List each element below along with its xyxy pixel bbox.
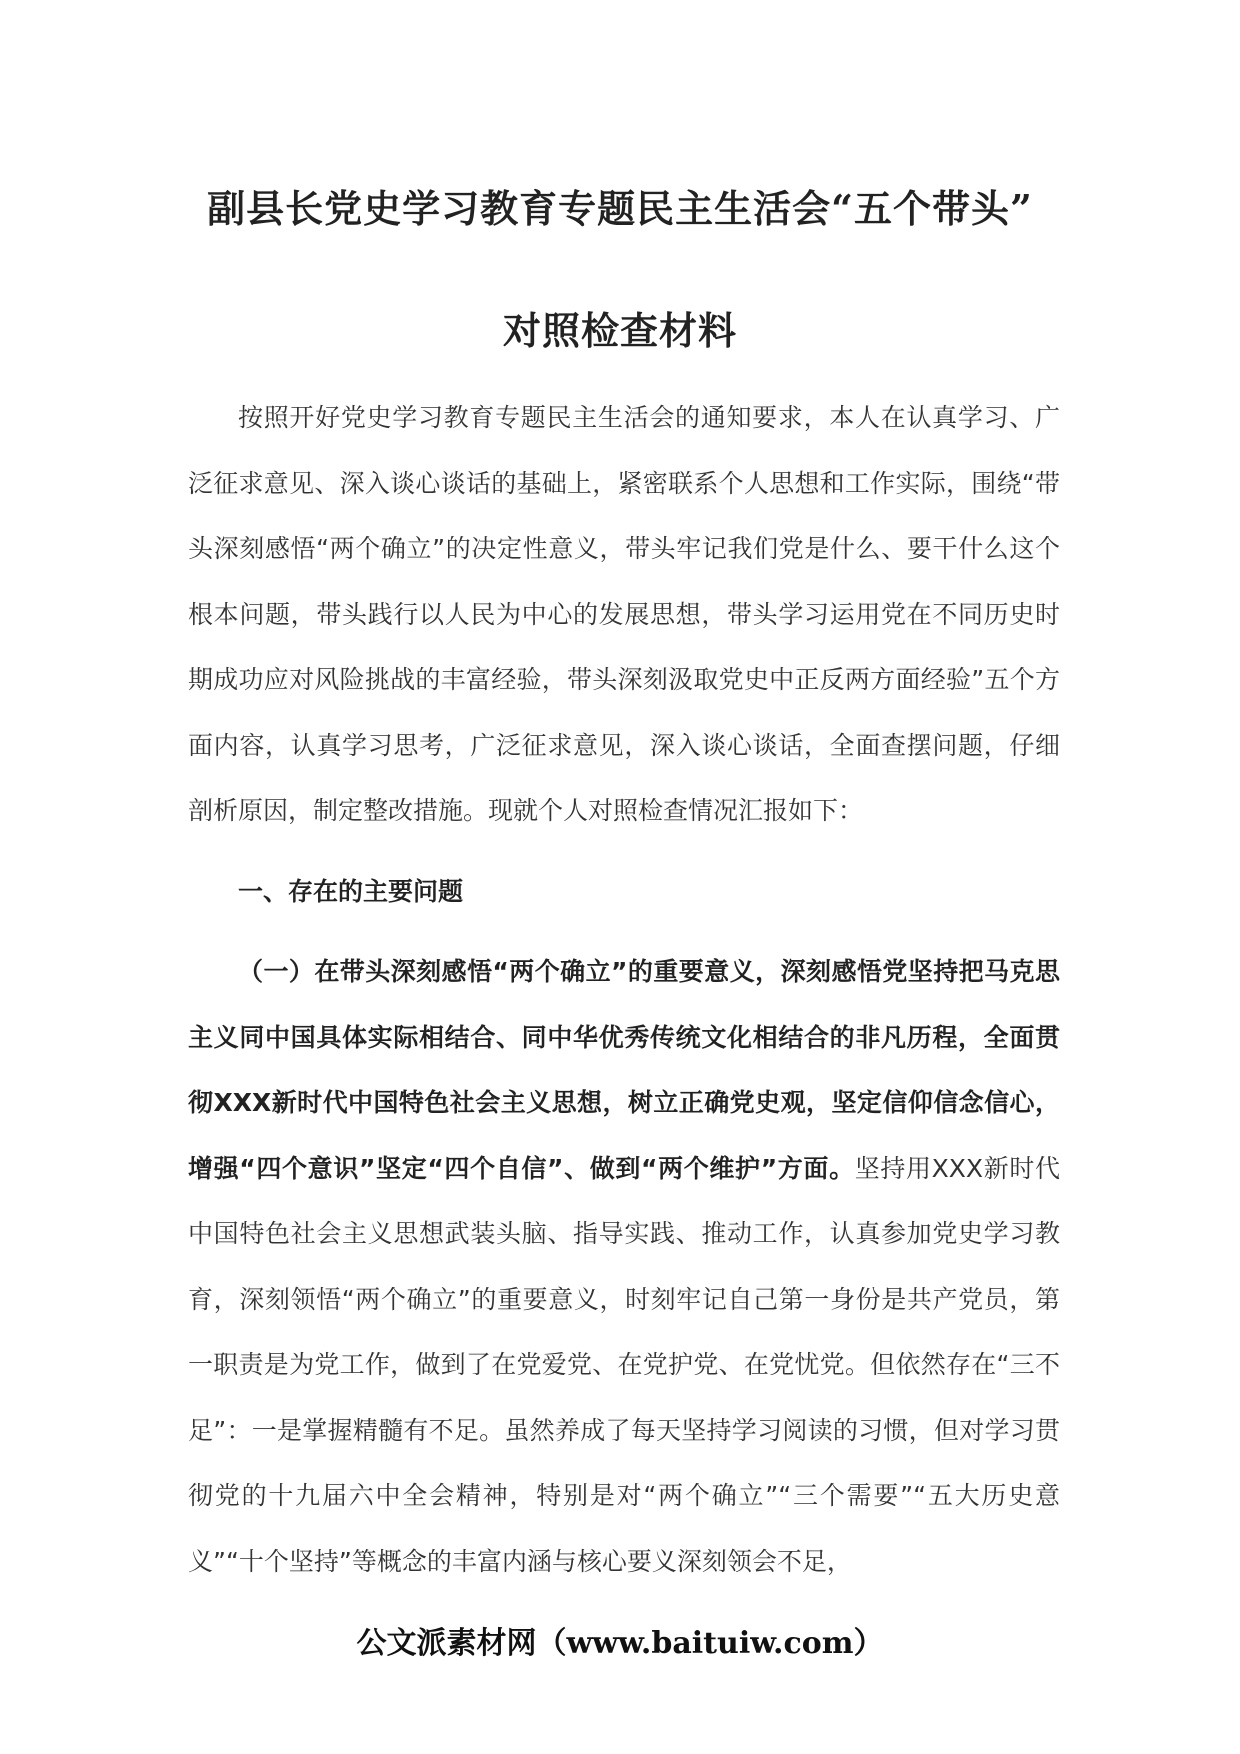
subsection-text: 坚持用XXX新时代中国特色社会主义思想武装头脑、指导实践、推动工作，认真参加党史学习教育，深刻领悟“两个确立”的重要意义，时刻牢记自己第一身份是共产党员，第一职责是为党工作，做到了在党爱党、在党护党、在党忧党。但依然存在“三不足”：一是掌握精髓有不足。虽然养成了每天坚持学习阅读的习惯，但对学习贯彻党的十九届六中全会精神，特别是对“两个确立”“三个需要”“五大历史意义”“十个坚持”等概念的丰富内涵与核心要义深刻领会不足， [188, 1153, 1060, 1576]
intro-paragraph: 按照开好党史学习教育专题民主生活会的通知要求，本人在认真学习、广泛征求意见、深入谈心谈话的基础上，紧密联系个人思想和工作实际，围绕“带头深刻感悟“两个确立”的决定性意义，带头牢记我们党是什么、要干什么这个根本问题，带头践行以人民为中心的发展思想，带头学习运用党在不同历史时期成功应对风险挑战的丰富经验，带头深刻汲取党史中正反两方面经验”五个方面内容，认真学习思考，广泛征求意见，深入谈心谈话，全面查摆问题，仔细剖析原因，制定整改措施。现就个人对照检查情况汇报如下： [188, 403, 1060, 825]
document-body [188, 385, 1060, 1594]
section-paragraph [188, 939, 1060, 1594]
footer-watermark: 公文派素材网（www.baituiw.com） [356, 1626, 884, 1661]
document-title-line-1: 副县长党史学习教育专题民主生活会“五个带头” [207, 186, 1033, 231]
subsection-heading: （一）在带头深刻感悟“两个确立”的重要意义，深刻感悟党坚持把马克思主义同中国具体实际相结合、同中华优秀传统文化相结合的非凡历程，全面贯彻XXX新时代中国特色社会主义思想，树立正确党史观，坚定信仰信念信心，增强“四个意识”坚定“四个自信”、做到“两个维护”方面。 [188, 957, 1060, 1183]
document-title-line-2: 对照检查材料 [502, 308, 737, 353]
section-heading: 一、存在的主要问题 [238, 876, 464, 906]
